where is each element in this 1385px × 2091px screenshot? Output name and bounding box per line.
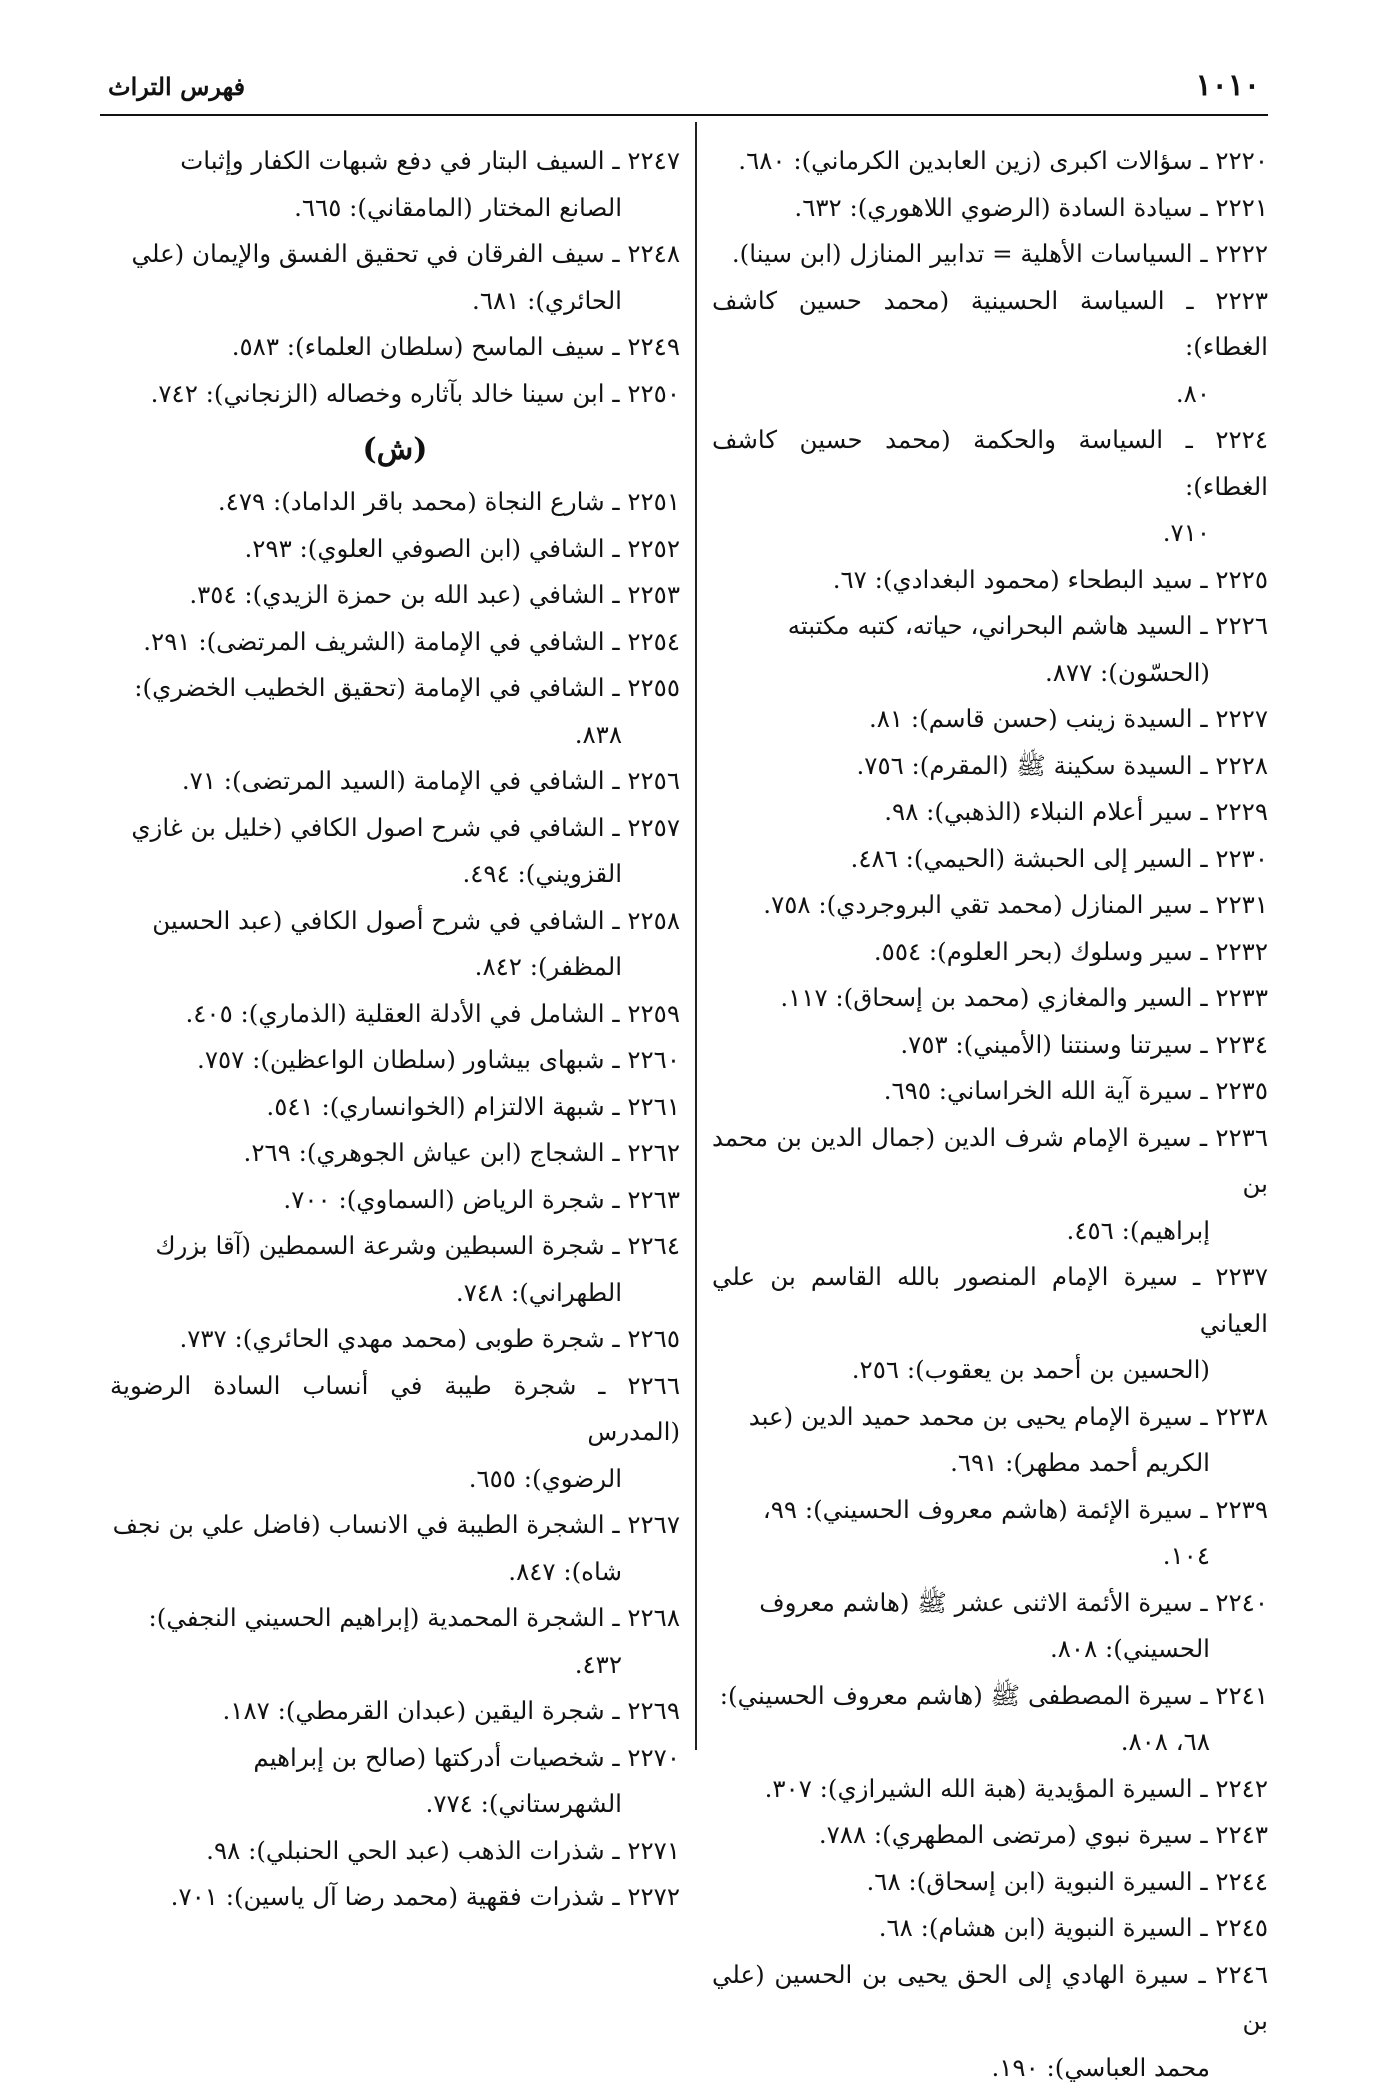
- index-entry: [110, 991, 680, 1038]
- entry-line: ٢٢٢٠ ـ سؤالات اكبرى (زين العابدين الكرماني): ٦٨٠.: [712, 138, 1268, 185]
- index-entry: [712, 1487, 1268, 1580]
- index-entry: [712, 1022, 1268, 1069]
- index-entry: [110, 805, 680, 898]
- entry-continuation-line: ١٠٤.: [712, 1533, 1268, 1580]
- entry-line: ٢٢٣١ ـ سير المنازل (محمد تقي البروجردي): ٧٥٨.: [712, 882, 1268, 929]
- entry-line: ٢٢٥٠ ـ ابن سينا خالد بآثاره وخصاله (الزنجاني): ٧٤٢.: [110, 371, 680, 418]
- entry-line: ٢٢٤٧ ـ السيف البتار في دفع شبهات الكفار وإثبات: [110, 138, 680, 185]
- index-entry: [110, 1316, 680, 1363]
- entry-line: ٢٢٣٥ ـ سيرة آية الله الخراساني: ٦٩٥.: [712, 1068, 1268, 1115]
- entry-line: ٢٢٦٤ ـ شجرة السبطين وشرعة السمطين (آقا بزرك: [110, 1223, 680, 1270]
- entry-line: ٢٢٣٢ ـ سير وسلوك (بحر العلوم): ٥٥٤.: [712, 929, 1268, 976]
- entry-line: ٢٢٥٧ ـ الشافي في شرح اصول الكافي (خليل بن غازي: [110, 805, 680, 852]
- entry-continuation-line: ٨٣٨.: [110, 712, 680, 759]
- index-entry: [712, 1905, 1268, 1952]
- index-entry: [110, 898, 680, 991]
- index-entry: [110, 231, 680, 324]
- entry-line: ٢٢٢٦ ـ السيد هاشم البحراني، حياته، كتبه مكتبته: [712, 603, 1268, 650]
- left-column: [110, 138, 680, 1921]
- index-entry: [110, 1363, 680, 1503]
- index-entry: [110, 1874, 680, 1921]
- entry-line: ٢٢٣٨ ـ سيرة الإمام يحيى بن محمد حميد الدين (عبد: [712, 1394, 1268, 1441]
- entry-line: ٢٢٤٩ ـ سيف الماسح (سلطان العلماء): ٥٨٣.: [110, 324, 680, 371]
- entry-continuation-line: القزويني): ٤٩٤.: [110, 851, 680, 898]
- entry-line: ٢٢٧٢ ـ شذرات فقهية (محمد رضا آل ياسين): ٧٠١.: [110, 1874, 680, 1921]
- index-entry: [712, 278, 1268, 418]
- entry-line: ٢٢٦٩ ـ شجرة اليقين (عبدان القرمطي): ١٨٧.: [110, 1688, 680, 1735]
- index-entry: [110, 1130, 680, 1177]
- index-entry: [712, 789, 1268, 836]
- index-entry: [712, 1812, 1268, 1859]
- index-entry: [712, 138, 1268, 185]
- index-entry: [712, 1254, 1268, 1394]
- entry-line: ٢٢٥٣ ـ الشافي (عبد الله بن حمزة الزيدي): ٣٥٤.: [110, 572, 680, 619]
- entry-continuation-line: الرضوي): ٦٥٥.: [110, 1456, 680, 1503]
- entry-continuation-line: الحسيني): ٨٠٨.: [712, 1626, 1268, 1673]
- entry-line: ٢٢٤٦ ـ سيرة الهادي إلى الحق يحيى بن الحسين (علي بن: [712, 1952, 1268, 2045]
- entry-continuation-line: الحائري): ٦٨١.: [110, 278, 680, 325]
- index-entry: [110, 1177, 680, 1224]
- index-entry: [110, 324, 680, 371]
- entry-line: ٢٢٤٢ ـ السيرة المؤيدية (هبة الله الشيرازي): ٣٠٧.: [712, 1766, 1268, 1813]
- entry-line: ٢٢٣٧ ـ سيرة الإمام المنصور بالله القاسم بن علي العياني: [712, 1254, 1268, 1347]
- index-entry: [110, 479, 680, 526]
- index-entry: [110, 1223, 680, 1316]
- entry-line: ٢٢٧٠ ـ شخصيات أدركتها (صالح بن إبراهيم: [110, 1735, 680, 1782]
- entry-continuation-line: شاه): ٨٤٧.: [110, 1549, 680, 1596]
- index-entry: [712, 929, 1268, 976]
- entry-line: ٢٢٦٠ ـ شبهاى بيشاور (سلطان الواعظين): ٧٥٧.: [110, 1037, 680, 1084]
- entry-line: ٢٢٢١ ـ سيادة السادة (الرضوي اللاهوري): ٦٣٢.: [712, 185, 1268, 232]
- entry-continuation-line: الشهرستاني): ٧٧٤.: [110, 1781, 680, 1828]
- index-entry: [712, 882, 1268, 929]
- index-entry: [110, 1828, 680, 1875]
- entry-line: ٢٢٦٥ ـ شجرة طوبى (محمد مهدي الحائري): ٧٣٧.: [110, 1316, 680, 1363]
- index-entry: [712, 696, 1268, 743]
- index-entry: [712, 1859, 1268, 1906]
- entry-line: ٢٢٣٣ ـ السير والمغازي (محمد بن إسحاق): ١١٧.: [712, 975, 1268, 1022]
- index-entry: [712, 603, 1268, 696]
- index-entry: [110, 1502, 680, 1595]
- entry-continuation-line: الطهراني): ٧٤٨.: [110, 1270, 680, 1317]
- index-entry: [712, 836, 1268, 883]
- entry-line: ٢٢٦٧ ـ الشجرة الطيبة في الانساب (فاضل علي بن نجف: [110, 1502, 680, 1549]
- entry-continuation-line: (الحسّون): ٨٧٧.: [712, 650, 1268, 697]
- index-entry: [712, 185, 1268, 232]
- index-entry: [712, 231, 1268, 278]
- entry-continuation-line: ٤٣٢.: [110, 1642, 680, 1689]
- entry-continuation-line: المظفر): ٨٤٢.: [110, 944, 680, 991]
- index-entry: [712, 1068, 1268, 1115]
- entry-line: ٢٢٥٥ ـ الشافي في الإمامة (تحقيق الخطيب الخضري):: [110, 665, 680, 712]
- index-entry: [712, 743, 1268, 790]
- entry-line: ٢٢٢٤ ـ السياسة والحكمة (محمد حسين كاشف الغطاء):: [712, 417, 1268, 510]
- entry-line: ٢٢٦١ ـ شبهة الالتزام (الخوانساري): ٥٤١.: [110, 1084, 680, 1131]
- index-entry: [110, 138, 680, 231]
- entry-line: ٢٢٦٨ ـ الشجرة المحمدية (إبراهيم الحسيني النجفي):: [110, 1595, 680, 1642]
- right-column: [712, 138, 1268, 2091]
- left-column-top-entries: [110, 138, 680, 417]
- column-divider: [695, 122, 697, 1750]
- index-entry: [110, 526, 680, 573]
- entry-continuation-line: ٧١٠.: [712, 510, 1268, 557]
- left-column-bottom-entries: [110, 479, 680, 1921]
- entry-line: ٢٢٢٥ ـ سيد البطحاء (محمود البغدادي): ٦٧.: [712, 557, 1268, 604]
- index-entry: [712, 1115, 1268, 1255]
- index-entry: [712, 1952, 1268, 2091]
- entry-line: ٢٢٢٢ ـ السياسات الأهلية = تدابير المنازل (ابن سينا).: [712, 231, 1268, 278]
- entry-line: ٢٢٥٩ ـ الشامل في الأدلة العقلية (الذماري): ٤٠٥.: [110, 991, 680, 1038]
- index-entry: [712, 975, 1268, 1022]
- header-rule: [100, 114, 1268, 116]
- entry-line: ٢٢٣٩ ـ سيرة الإئمة (هاشم معروف الحسيني): ٩٩،: [712, 1487, 1268, 1534]
- entry-line: ٢٢٥٦ ـ الشافي في الإمامة (السيد المرتضى): ٧١.: [110, 758, 680, 805]
- entry-line: ٢٢٢٣ ـ السياسة الحسينية (محمد حسين كاشف الغطاء):: [712, 278, 1268, 371]
- index-entry: [110, 1037, 680, 1084]
- entry-line: ٢٢٤٤ ـ السيرة النبوية (ابن إسحاق): ٦٨.: [712, 1859, 1268, 1906]
- entry-line: ٢٢٤١ ـ سيرة المصطفى ﷺ (هاشم معروف الحسيني):: [712, 1673, 1268, 1720]
- entry-line: ٢٢٥٨ ـ الشافي في شرح أصول الكافي (عبد الحسين: [110, 898, 680, 945]
- entry-continuation-line: إبراهيم): ٤٥٦.: [712, 1208, 1268, 1255]
- index-entry: [110, 665, 680, 758]
- entry-line: ٢٢٣٠ ـ السير إلى الحبشة (الحيمي): ٤٨٦.: [712, 836, 1268, 883]
- entry-line: ٢٢٤٣ ـ سيرة نبوي (مرتضى المطهري): ٧٨٨.: [712, 1812, 1268, 1859]
- entry-line: ٢٢٥٤ ـ الشافي في الإمامة (الشريف المرتضى): ٢٩١.: [110, 619, 680, 666]
- entry-line: ٢٢٤٥ ـ السيرة النبوية (ابن هشام): ٦٨.: [712, 1905, 1268, 1952]
- entry-line: ٢٢٥١ ـ شارع النجاة (محمد باقر الداماد): ٤٧٩.: [110, 479, 680, 526]
- entry-continuation-line: (الحسين بن أحمد بن يعقوب): ٢٥٦.: [712, 1347, 1268, 1394]
- section-heading: (ش): [110, 421, 680, 479]
- index-entry: [110, 1595, 680, 1688]
- index-entry: [110, 619, 680, 666]
- entry-line: ٢٢٤٨ ـ سيف الفرقان في تحقيق الفسق والإيمان (علي: [110, 231, 680, 278]
- entry-line: ٢٢٢٨ ـ السيدة سكينة ﷺ (المقرم): ٧٥٦.: [712, 743, 1268, 790]
- entry-line: ٢٢٧١ ـ شذرات الذهب (عبد الحي الحنبلي): ٩٨.: [110, 1828, 680, 1875]
- index-entry: [110, 371, 680, 418]
- entry-continuation-line: الكريم أحمد مطهر): ٦٩١.: [712, 1440, 1268, 1487]
- index-entry: [712, 1766, 1268, 1813]
- index-entry: [110, 758, 680, 805]
- entry-continuation-line: ٨٠.: [712, 371, 1268, 418]
- index-entry: [712, 1673, 1268, 1766]
- index-entry: [110, 1688, 680, 1735]
- entry-continuation-line: الصانع المختار (المامقاني): ٦٦٥.: [110, 185, 680, 232]
- index-entry: [712, 417, 1268, 557]
- index-entry: [712, 1394, 1268, 1487]
- entry-line: ٢٢٣٦ ـ سيرة الإمام شرف الدين (جمال الدين بن محمد بن: [712, 1115, 1268, 1208]
- entry-continuation-line: محمد العباسي): ١٩٠.: [712, 2045, 1268, 2091]
- entry-line: ٢٢٦٢ ـ الشجاج (ابن عياش الجوهري): ٢٦٩.: [110, 1130, 680, 1177]
- index-entry: [712, 557, 1268, 604]
- entry-line: ٢٢٥٢ ـ الشافي (ابن الصوفي العلوي): ٢٩٣.: [110, 526, 680, 573]
- entry-line: ٢٢٢٧ ـ السيدة زينب (حسن قاسم): ٨١.: [712, 696, 1268, 743]
- entry-line: ٢٢٦٣ ـ شجرة الرياض (السماوي): ٧٠٠.: [110, 1177, 680, 1224]
- entry-line: ٢٢٤٠ ـ سيرة الأئمة الاثنى عشر ﷺ (هاشم معروف: [712, 1580, 1268, 1627]
- index-entry: [110, 572, 680, 619]
- index-entry: [110, 1735, 680, 1828]
- entry-continuation-line: ٦٨، ٨٠٨.: [712, 1719, 1268, 1766]
- entry-line: ٢٢٦٦ ـ شجرة طيبة في أنساب السادة الرضوية (المدرس: [110, 1363, 680, 1456]
- index-entry: [110, 1084, 680, 1131]
- running-title: فهرس التراث: [108, 72, 245, 101]
- entry-line: ٢٢٣٤ ـ سيرتنا وسنتنا (الأميني): ٧٥٣.: [712, 1022, 1268, 1069]
- index-entry: [712, 1580, 1268, 1673]
- page-number: ١٠١٠: [1196, 68, 1260, 103]
- entry-line: ٢٢٢٩ ـ سير أعلام النبلاء (الذهبي): ٩٨.: [712, 789, 1268, 836]
- page-header: [100, 68, 1268, 110]
